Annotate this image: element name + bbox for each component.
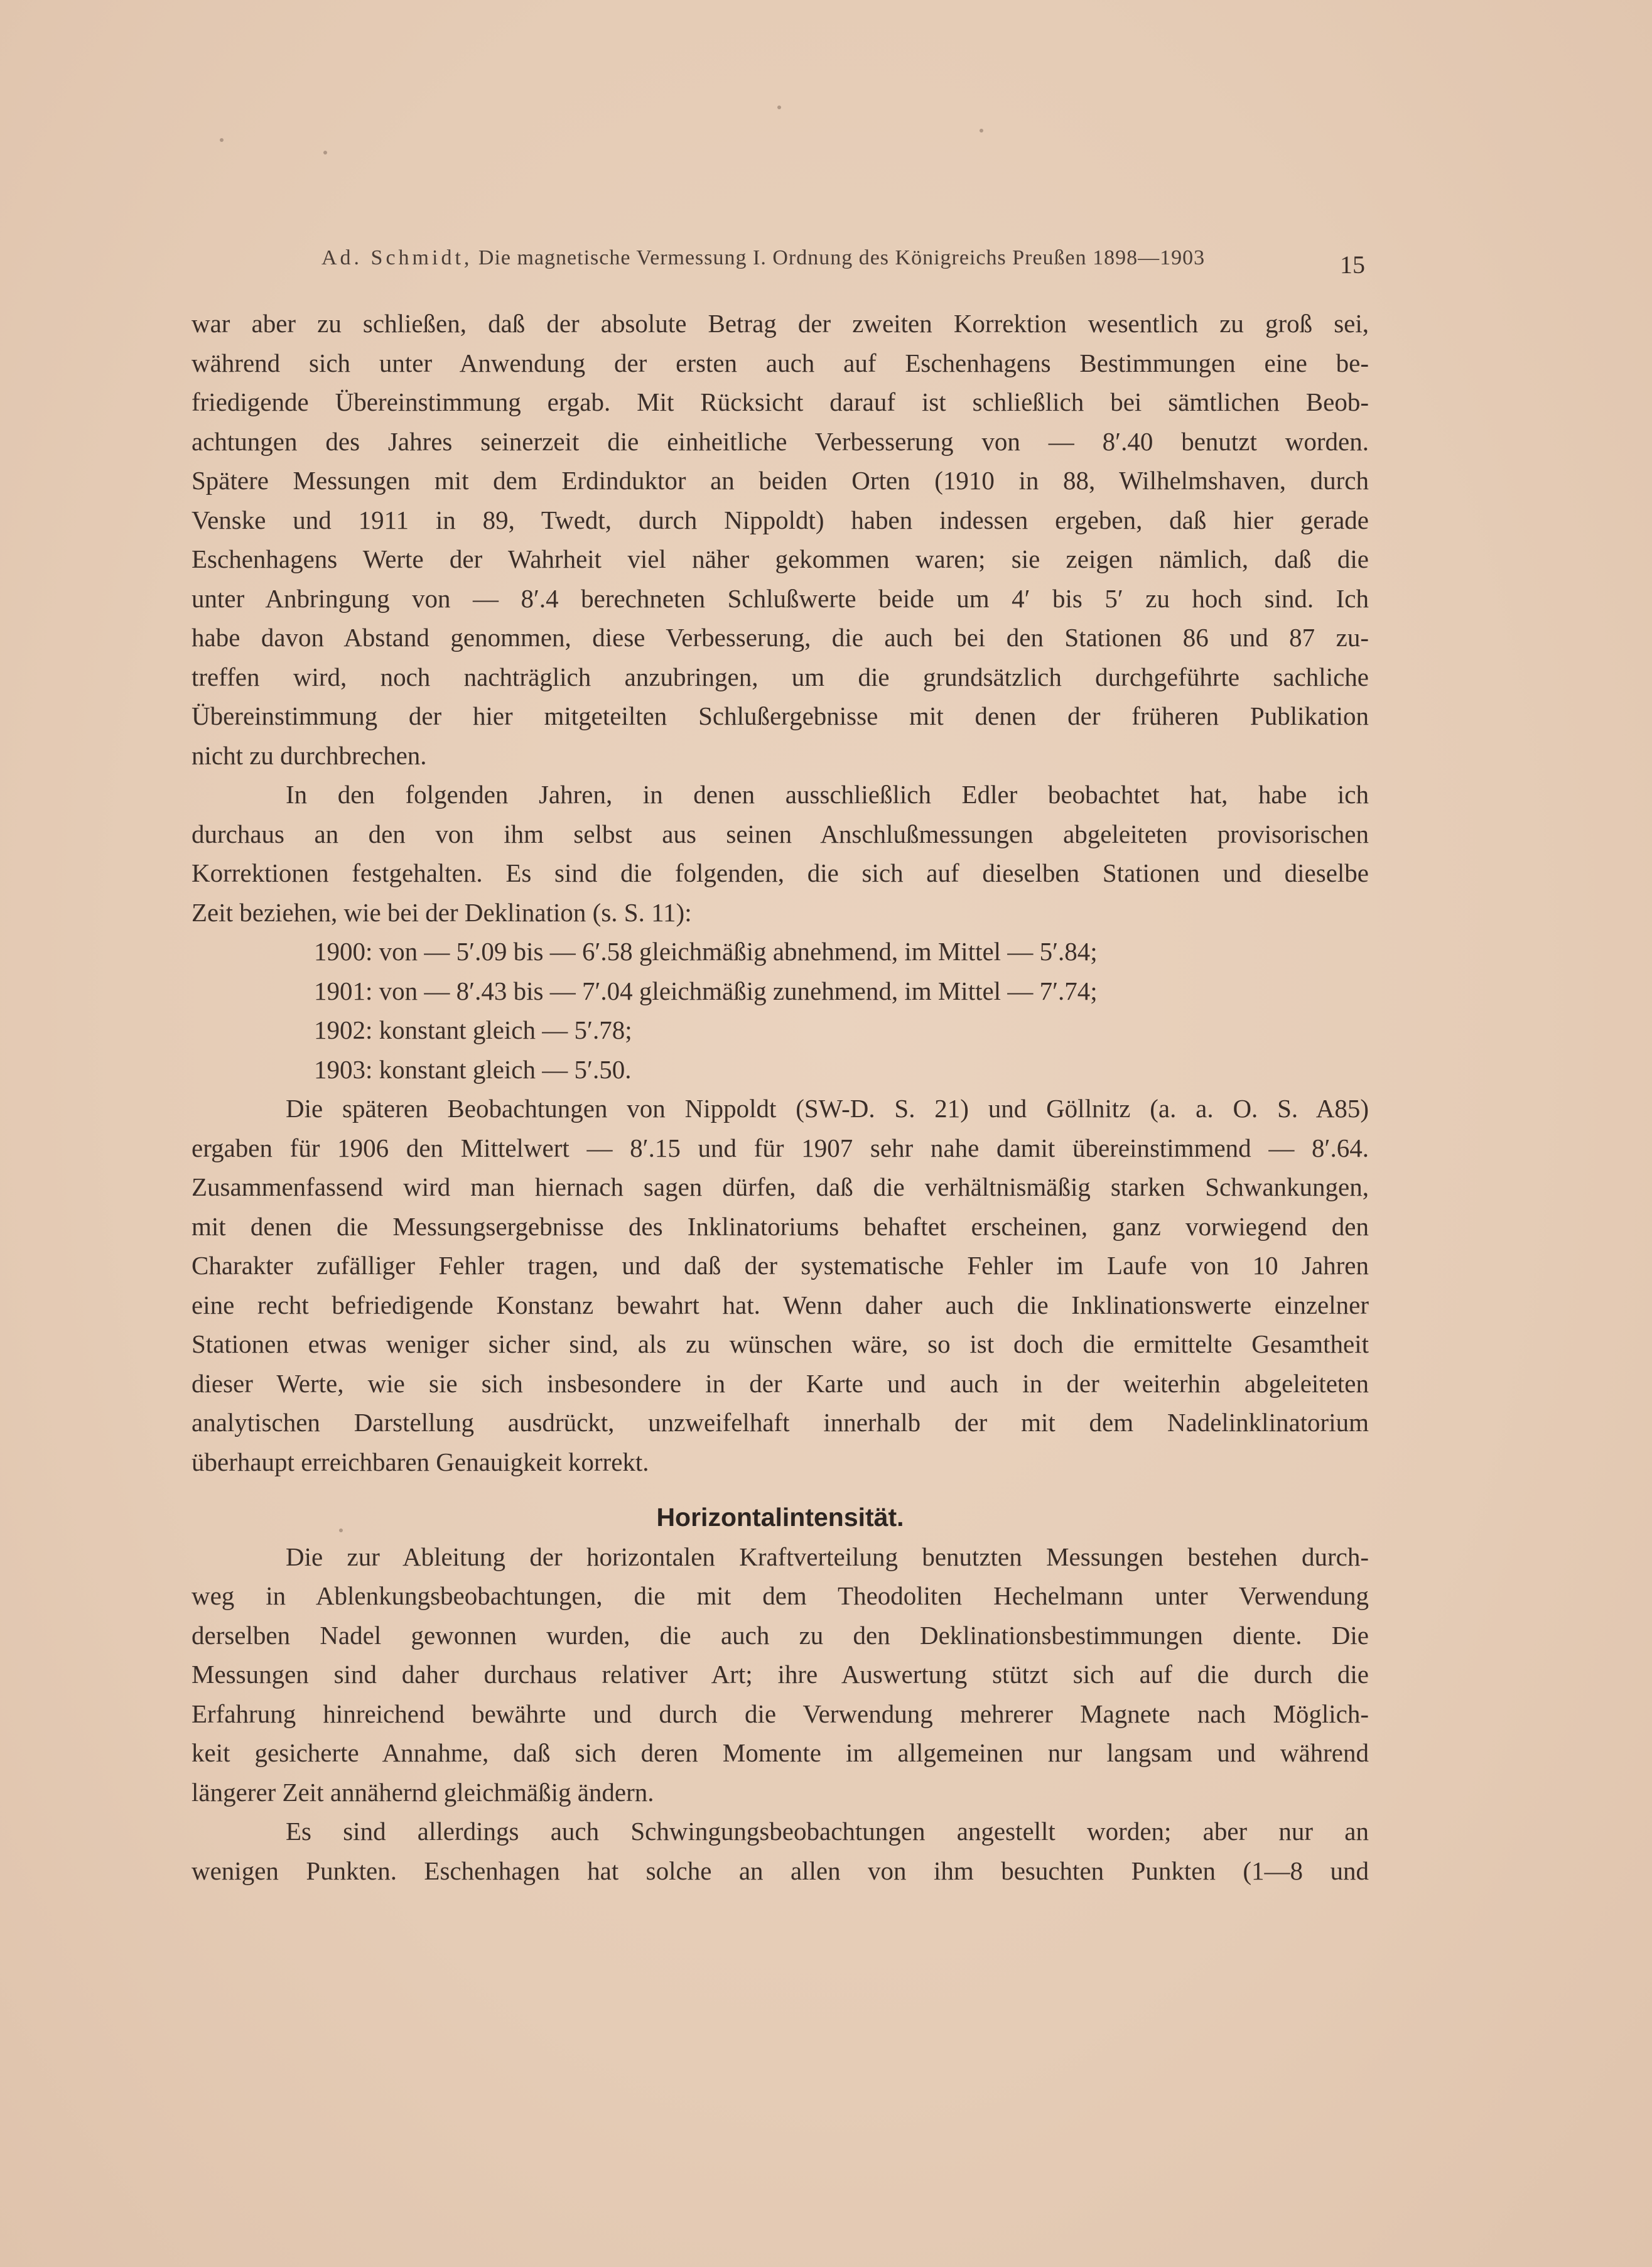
body-text (192, 304, 1369, 1890)
text-line: nicht zu durchbrechen. (192, 740, 427, 770)
paragraph-4 (192, 1537, 1369, 1812)
list-item: 1903: konstant gleich — 5′.50. (314, 1054, 632, 1084)
text-line: keit gesicherte Annahme, daß sich deren Momente im allgemeinen nur langsam und während (192, 1738, 1369, 1767)
running-head-author: Ad. Schmidt, (321, 246, 473, 269)
text-line: Charakter zufälliger Fehler tragen, und daß der systematische Fehler im Laufe von 10 Jahren (192, 1251, 1369, 1280)
list-item: 1901: von — 8′.43 bis — 7′.04 gleichmäßig zunehmend, im Mittel — 7′.74; (314, 976, 1098, 1005)
running-head-title: Die magnetische Vermessung I. Ordnung des Königreichs Preußen 1898—1903 (478, 246, 1206, 269)
text-line: Venske und 1911 in 89, Twedt, durch Nippoldt) haben indessen ergeben, daß hier gerade (192, 505, 1369, 534)
text-line: Die zur Ableitung der horizontalen Kraftverteilung benutzten Messungen bestehen durch- (286, 1542, 1369, 1571)
paper-speck (323, 151, 327, 154)
text-line: Messungen sind daher durchaus relativer Art; ihre Auswertung stützt sich auf die durch die (192, 1660, 1369, 1689)
text-line: habe davon Abstand genommen, diese Verbesserung, die auch bei den Stationen 86 und 87 zu- (192, 623, 1369, 652)
text-line: längerer Zeit annähernd gleichmäßig ändern. (192, 1777, 654, 1807)
text-line: Spätere Messungen mit dem Erdinduktor an beiden Orten (1910 in 88, Wilhelmshaven, durch (192, 466, 1369, 495)
section-gap (192, 1481, 1369, 1498)
text-line: wenigen Punkten. Eschenhagen hat solche an allen von ihm besuchten Punkten (1—8 und (192, 1856, 1369, 1885)
text-line: Übereinstimmung der hier mitgeteilten Schlußergebnisse mit denen der früheren Publikation (192, 701, 1369, 730)
paragraph-3 (192, 1089, 1369, 1481)
text-line: Eschenhagens Werte der Wahrheit viel näher gekommen waren; sie zeigen nämlich, daß die (192, 544, 1369, 573)
text-line: treffen wird, noch nachträglich anzubringen, um die grundsätzlich durchgeführte sachliche (192, 662, 1369, 691)
running-head (321, 246, 1244, 270)
corrections-list (192, 932, 1369, 1089)
text-line: dieser Werte, wie sie sich insbesondere in der Karte und auch in der weiterhin abgeleiteten (192, 1368, 1369, 1398)
paragraph-2 (192, 775, 1369, 932)
text-line: unter Anbringung von — 8′.4 berechneten Schlußwerte beide um 4′ bis 5′ zu hoch sind. Ich (192, 583, 1369, 613)
page-number: 15 (1340, 251, 1365, 279)
text-line: mit denen die Messungsergebnisse des Inklinatoriums behaftet erscheinen, ganz vorwiegend den (192, 1211, 1369, 1241)
paper-speck (220, 138, 224, 142)
text-line: friedigende Übereinstimmung ergab. Mit Rücksicht darauf ist schließlich bei sämtlichen Beob- (192, 387, 1369, 416)
text-line: während sich unter Anwendung der ersten auch auf Eschenhagens Bestimmungen eine be- (192, 348, 1369, 377)
paragraph-1 (192, 304, 1369, 775)
text-line: Zeit beziehen, wie bei der Deklination (s. S. 11): (192, 897, 692, 927)
text-line: Die späteren Beobachtungen von Nippoldt (SW-D. S. 21) und Göllnitz (a. a. O. S. A85) (286, 1094, 1369, 1123)
text-line: Korrektionen festgehalten. Es sind die folgenden, die sich auf dieselben Stationen und dieselbe (192, 858, 1369, 887)
text-line: überhaupt erreichbaren Genauigkeit korrekt. (192, 1447, 649, 1476)
section-heading: Horizontalintensität. (656, 1503, 904, 1532)
text-line: Erfahrung hinreichend bewährte und durch die Verwendung mehrerer Magnete nach Möglich- (192, 1699, 1369, 1728)
text-line: ergaben für 1906 den Mittelwert — 8′.15 und für 1907 sehr nahe damit übereinstimmend — 8′.64. (192, 1133, 1369, 1162)
text-line: war aber zu schließen, daß der absolute Betrag der zweiten Korrektion wesentlich zu groß sei, (192, 309, 1369, 338)
text-line: derselben Nadel gewonnen wurden, die auch zu den Deklinationsbestimmungen diente. Die (192, 1620, 1369, 1650)
list-item: 1900: von — 5′.09 bis — 6′.58 gleichmäßig abnehmend, im Mittel — 5′.84; (314, 937, 1098, 966)
text-line: In den folgenden Jahren, in denen ausschließlich Edler beobachtet hat, habe ich (286, 780, 1369, 809)
text-line: Zusammenfassend wird man hiernach sagen dürfen, daß die verhältnismäßig starken Schwankungen, (192, 1172, 1369, 1201)
text-line: Stationen etwas weniger sicher sind, als zu wünschen wäre, so ist doch die ermittelte Gesamtheit (192, 1329, 1369, 1358)
paper-speck (980, 129, 983, 133)
text-line: durchaus an den von ihm selbst aus seinen Anschlußmessungen abgeleiteten provisorischen (192, 819, 1369, 848)
text-line: achtungen des Jahres seinerzeit die einheitliche Verbesserung von — 8′.40 benutzt worden. (192, 426, 1369, 456)
paper-speck (777, 106, 781, 109)
text-line: eine recht befriedigende Konstanz bewahrt hat. Wenn daher auch die Inklinationswerte einzelner (192, 1290, 1369, 1319)
text-line: analytischen Darstellung ausdrückt, unzweifelhaft innerhalb der mit dem Nadelinklinatorium (192, 1408, 1369, 1437)
text-line: Es sind allerdings auch Schwingungsbeobachtungen angestellt worden; aber nur an (286, 1817, 1369, 1846)
paragraph-5 (192, 1812, 1369, 1890)
list-item: 1902: konstant gleich — 5′.78; (314, 1015, 632, 1044)
text-line: weg in Ablenkungsbeobachtungen, die mit dem Theodoliten Hechelmann unter Verwendung (192, 1581, 1369, 1610)
